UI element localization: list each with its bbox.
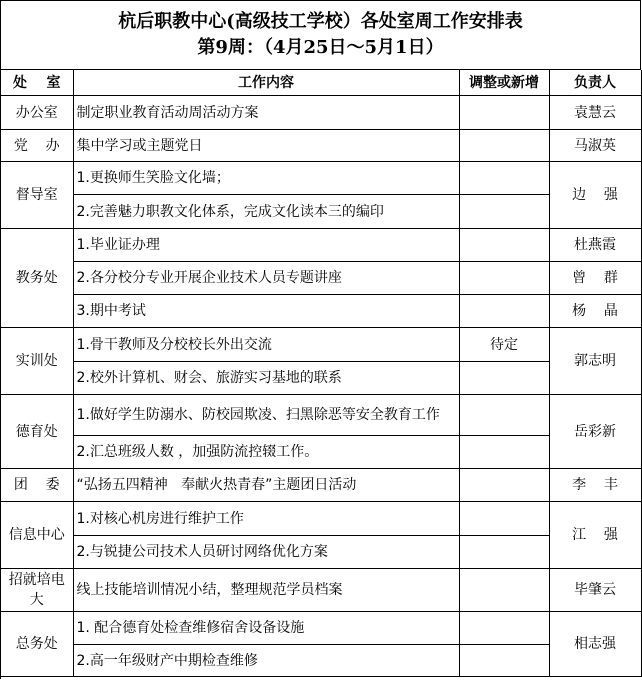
table-row	[1, 645, 641, 677]
task-cell: 1.对核心机房进行维护工作	[73, 502, 459, 536]
task-cell: 2.汇总班级人数 ，加强防流控辍工作。	[73, 436, 459, 469]
schedule-table	[1, 70, 642, 677]
adjust-cell	[459, 502, 549, 536]
dept-cell: 办公室	[1, 96, 73, 130]
table-row	[1, 612, 641, 645]
adjust-cell	[459, 469, 549, 502]
task-cell: 制定职业教育活动周活动方案	[73, 96, 459, 130]
owner-cell: 边 强	[549, 162, 641, 229]
adjust-cell	[459, 195, 549, 229]
header-dept: 处 室	[1, 70, 73, 96]
owner-cell: 李 丰	[549, 469, 641, 502]
owner-cell: 袁慧云	[549, 96, 641, 130]
table-row	[1, 229, 641, 262]
task-cell: 2.高一年级财产中期检查维修	[73, 645, 459, 677]
adjust-cell	[459, 262, 549, 295]
title-line-2: 第9周：（4月25日～5月1日）	[197, 37, 444, 58]
dept-cell: 督导室	[1, 162, 73, 229]
task-cell: 2.校外计算机、财会、旅游实习基地的联系	[73, 362, 459, 395]
adjust-cell	[459, 569, 549, 612]
header-row	[1, 70, 641, 96]
header-adjust: 调整或新增	[459, 70, 549, 96]
owner-cell: 郭志明	[549, 328, 641, 395]
dept-cell: 德育处	[1, 395, 73, 469]
task-cell: 线上技能培训情况小结，整理规范学员档案	[73, 569, 459, 612]
task-cell: 2.各分校分专业开展企业技术人员专题讲座	[73, 262, 459, 295]
owner-cell: 岳彩新	[549, 395, 641, 469]
adjust-cell	[459, 645, 549, 677]
task-cell: 1.毕业证办理	[73, 229, 459, 262]
task-cell: 1.更换师生笑脸文化墙；	[73, 162, 459, 195]
adjust-cell	[459, 295, 549, 328]
table-row	[1, 262, 641, 295]
owner-cell: 马淑英	[549, 130, 641, 162]
header-owner: 负责人	[549, 70, 641, 96]
title-block	[1, 1, 641, 70]
adjust-cell	[459, 362, 549, 395]
table-row	[1, 96, 641, 130]
adjust-cell	[459, 162, 549, 195]
task-cell: 3.期中考试	[73, 295, 459, 328]
table-row	[1, 362, 641, 395]
table-row	[1, 130, 641, 162]
task-cell: “弘扬五四精神 奉献火热青春”主题团日活动	[73, 469, 459, 502]
header-task: 工作内容	[73, 70, 459, 96]
table-row	[1, 536, 641, 569]
owner-cell: 杨 晶	[549, 295, 641, 328]
title-line-1: 杭后职教中心(高级技工学校）各处室周工作安排表	[118, 11, 523, 32]
task-cell: 集中学习或主题党日	[73, 130, 459, 162]
adjust-cell	[459, 536, 549, 569]
task-cell: 2.与锐捷公司技术人员研讨网络优化方案	[73, 536, 459, 569]
dept-cell: 实训处	[1, 328, 73, 395]
task-cell: 1.做好学生防溺水、防校园欺凌、扫黑除恶等安全教育工作	[73, 395, 459, 436]
adjust-cell	[459, 395, 549, 436]
adjust-cell	[459, 612, 549, 645]
table-row	[1, 295, 641, 328]
adjust-cell	[459, 130, 549, 162]
table-row	[1, 162, 641, 195]
table-row	[1, 569, 641, 612]
dept-cell: 教务处	[1, 229, 73, 328]
task-cell: 2.完善魅力职教文化体系，完成文化读本三的编印	[73, 195, 459, 229]
dept-cell: 团 委	[1, 469, 73, 502]
dept-cell: 党 办	[1, 130, 73, 162]
task-cell: 1.骨干教师及分校校长外出交流	[73, 328, 459, 362]
owner-cell: 杜燕霞	[549, 229, 641, 262]
owner-cell: 毕肇云	[549, 569, 641, 612]
adjust-cell: 待定	[459, 328, 549, 362]
table-row	[1, 502, 641, 536]
adjust-cell	[459, 96, 549, 130]
dept-cell: 信息中心	[1, 502, 73, 569]
adjust-cell	[459, 229, 549, 262]
table-row	[1, 328, 641, 362]
owner-cell: 江 强	[549, 502, 641, 569]
table-row	[1, 469, 641, 502]
adjust-cell	[459, 436, 549, 469]
table-row	[1, 195, 641, 229]
dept-cell: 总务处	[1, 612, 73, 677]
owner-cell: 曾 群	[549, 262, 641, 295]
task-cell: 1. 配合德育处检查维修宿舍设备设施	[73, 612, 459, 645]
owner-cell: 相志强	[549, 612, 641, 677]
table-row	[1, 436, 641, 469]
table-row	[1, 395, 641, 436]
dept-cell: 招就培电 大	[1, 569, 73, 612]
